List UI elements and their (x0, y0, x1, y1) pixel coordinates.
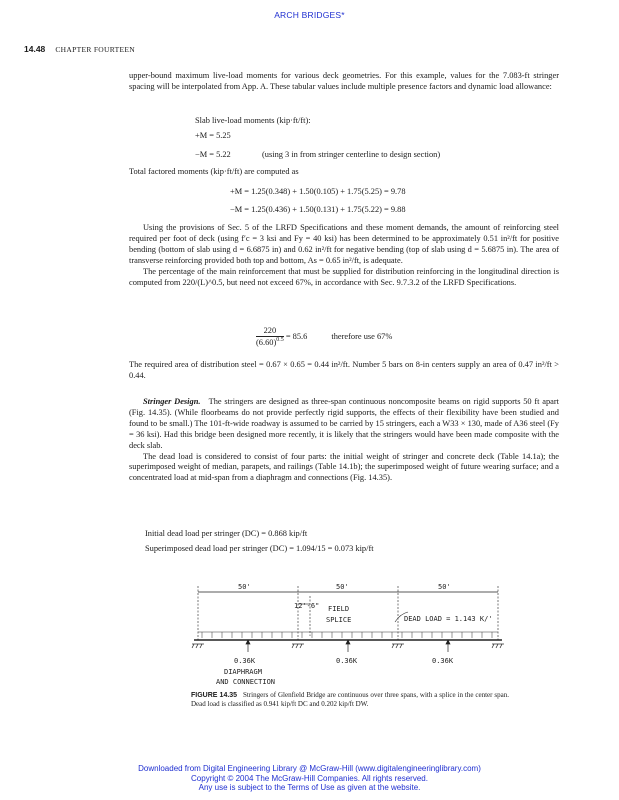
point-load-arrows (246, 640, 450, 652)
connection-label: AND CONNECTION (216, 678, 276, 686)
slab-positive-moment: +M = 5.25 (195, 131, 231, 140)
page-number: 14.48 (24, 44, 46, 54)
caption-label: FIGURE 14.35 (191, 692, 238, 699)
diaphragm-label: DIAPHRAGM (224, 668, 262, 676)
initial-dead-load: Initial dead load per stringer (DC) = 0.868 kip/ft (145, 529, 308, 538)
point-load-1: 0.36K (234, 657, 256, 665)
distributed-load (198, 632, 498, 638)
dead-load-label: DEAD LOAD = 1.143 K/' (404, 615, 493, 623)
span-label-2: 50' (336, 583, 349, 591)
field-label: FIELD (328, 605, 350, 613)
paragraph-distribution-steel (129, 360, 559, 382)
slab-negative-moment: −M = 5.22 (195, 150, 231, 159)
paragraph-live-load (129, 71, 559, 93)
fraction-result: = 85.6 (285, 331, 308, 341)
paragraph-text: The required area of distribution steel = 0.67 × 0.65 = 0.44 in²/ft. Number 5 bars on 8-in centers supply an area of 0.47 in²/ft > 0.44. (129, 360, 559, 380)
splice-label: SPLICE (326, 616, 352, 624)
fraction (256, 326, 284, 348)
slab-label: Slab live-load moments (kip·ft/ft): (195, 116, 311, 125)
stringer-diagram (190, 578, 510, 688)
chapter-title: CHAPTER FOURTEEN (55, 45, 135, 54)
source-banner: ARCH BRIDGES* (274, 10, 345, 20)
footer-download-link[interactable]: Downloaded from Digital Engineering Library @ McGraw-Hill (www.digitalengineeringlibrary.com) (138, 764, 481, 773)
running-head (24, 44, 135, 54)
paragraph-text: The percentage of the main reinforcement that must be supplied for distribution reinforcing in the longitudinal direction is computed from 220/(L)^0.5, but need not exceed 67%, in accordance with Sec. 9.7.3.2 of the LRFD Specifications. (129, 266, 559, 287)
paragraph-reinforcement (129, 223, 559, 288)
section-stringer-design (129, 397, 559, 484)
fraction-denominator: $(6.60)^{0.5}$ (256, 337, 284, 347)
fraction-note: therefore use 67% (331, 331, 393, 341)
caption-text: Stringers of Glenfield Bridge are continuous over three spans, with a splice in the center span. Dead load is classified as 0.941 kip/ft DC and 0.202 kip/ft DW. (191, 691, 509, 708)
paragraph-text: The dead load is considered to consist of four parts: the initial weight of stringer and concrete deck (Table 14.1a); the superimposed weight of median, parapets, and railings (Table 14.1b); the superimposed weight of future wearing surface; and a concentrated load at mid-span from a diaphragm and connections (Fig. 14.35). (129, 451, 559, 483)
slab-negative-note: (using 3 in from stringer centerline to design section) (262, 150, 441, 159)
paragraph-text: Stringer Design. The stringers are designed as three-span continuous noncomposite beams on rigid supports 50 ft apart (Fig. 14.35). (While floorbeams do not provide perfectly rigid supports, the effects of their flexibility have been studied and found to be small.) The 101-ft-wide roadway is assumed to be carried by 15 stringers, each a W33 × 130, made of A36 steel (Fy = 36 ksi). Had this bridge been designed more recently, it is likely that the stringers would have been made composite with the deck slab. (129, 397, 559, 450)
footer-copyright: Copyright © 2004 The McGraw-Hill Companies. All rights reserved. (191, 773, 428, 783)
span-label-1: 50' (238, 583, 251, 591)
splice-dimension: 12'-6" (294, 602, 320, 610)
span-label-3: 50' (438, 583, 451, 591)
figure-caption (191, 691, 509, 709)
paragraph-text: Using the provisions of Sec. 5 of the LRFD Specifications and these moment demands, the amount of reinforcing steel required per foot of deck (using f′c = 3 ksi and Fy = 40 ksi) has been determined to be approximately 0.51 in²/ft for positive bending (bottom of slab using d = 6.6875 in) and 0.62 in²/ft for negative bending (top of slab using d = 5.6875 in). The area of transverse reinforcing provided both top and bottom, As = 0.65 in²/ft, is adequate. (129, 223, 559, 265)
superimposed-dead-load: Superimposed dead load per stringer (DC) = 1.094/15 = 0.073 kip/ft (145, 544, 374, 553)
section-heading: Stringer Design. (143, 397, 201, 406)
point-load-2: 0.36K (336, 657, 358, 665)
point-load-3: 0.36K (432, 657, 454, 665)
equation-negative: −M = 1.25(0.436) + 1.50(0.131) + 1.75(5.22) = 9.88 (230, 205, 406, 214)
equation-positive: +M = 1.25(0.348) + 1.50(0.105) + 1.75(5.25) = 9.78 (230, 187, 406, 196)
distribution-equation (256, 326, 392, 348)
footer (0, 764, 619, 793)
total-moments-label: Total factored moments (kip·ft/ft) are computed as (129, 167, 299, 176)
footer-terms[interactable]: Any use is subject to the Terms of Use as given at the website. (198, 783, 421, 792)
paragraph-text: upper-bound maximum live-load moments for various deck geometries. For this example, values for the 7.083-ft stringer spacing will be interpolated from App. A. These tabular values include multiple presence factors and dynamic load allowance: (129, 71, 559, 91)
fraction-numerator: 220 (256, 326, 284, 337)
